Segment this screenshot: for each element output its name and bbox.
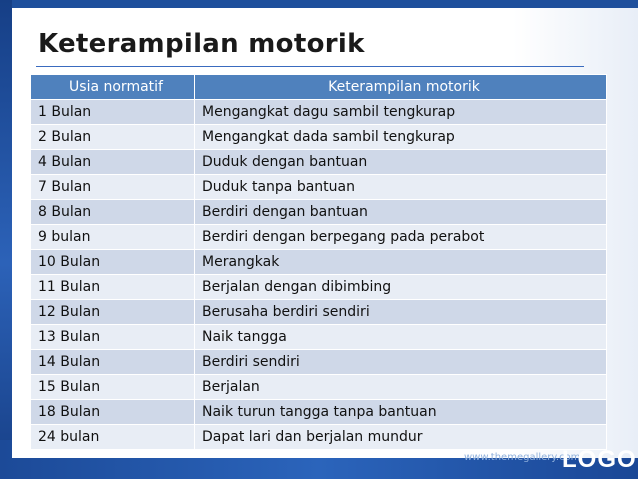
table-row bbox=[31, 250, 607, 275]
motor-skills-table bbox=[30, 74, 607, 450]
table-row bbox=[31, 325, 607, 350]
slide-left-stripe bbox=[0, 0, 12, 479]
table-row bbox=[31, 425, 607, 450]
cell-age: 10 Bulan bbox=[31, 250, 195, 275]
cell-skill: Naik tangga bbox=[195, 325, 607, 350]
cell-skill: Berjalan bbox=[195, 375, 607, 400]
table-row bbox=[31, 150, 607, 175]
cell-skill: Dapat lari dan berjalan mundur bbox=[195, 425, 607, 450]
cell-age: 13 Bulan bbox=[31, 325, 195, 350]
cell-age: 8 Bulan bbox=[31, 200, 195, 225]
table-row bbox=[31, 375, 607, 400]
table-row bbox=[31, 125, 607, 150]
cell-skill: Berdiri sendiri bbox=[195, 350, 607, 375]
title-underline bbox=[36, 66, 584, 67]
header-age: Usia normatif bbox=[31, 75, 195, 100]
cell-age: 18 Bulan bbox=[31, 400, 195, 425]
logo: LOGO bbox=[562, 448, 637, 468]
cell-age: 14 Bulan bbox=[31, 350, 195, 375]
cell-skill: Berusaha berdiri sendiri bbox=[195, 300, 607, 325]
cell-skill: Berjalan dengan dibimbing bbox=[195, 275, 607, 300]
cell-age: 24 bulan bbox=[31, 425, 195, 450]
table-row bbox=[31, 400, 607, 425]
cell-age: 12 Bulan bbox=[31, 300, 195, 325]
table-body bbox=[31, 100, 607, 450]
table-row bbox=[31, 225, 607, 250]
cell-age: 1 Bulan bbox=[31, 100, 195, 125]
table-row bbox=[31, 300, 607, 325]
cell-skill: Duduk dengan bantuan bbox=[195, 150, 607, 175]
cell-skill: Berdiri dengan berpegang pada perabot bbox=[195, 225, 607, 250]
table-header-row bbox=[31, 75, 607, 100]
cell-age: 7 Bulan bbox=[31, 175, 195, 200]
cell-age: 11 Bulan bbox=[31, 275, 195, 300]
table-row bbox=[31, 200, 607, 225]
cell-skill: Naik turun tangga tanpa bantuan bbox=[195, 400, 607, 425]
cell-age: 15 Bulan bbox=[31, 375, 195, 400]
cell-age: 9 bulan bbox=[31, 225, 195, 250]
table-row bbox=[31, 175, 607, 200]
table-row bbox=[31, 275, 607, 300]
cell-skill: Duduk tanpa bantuan bbox=[195, 175, 607, 200]
table-row bbox=[31, 100, 607, 125]
cell-skill: Berdiri dengan bantuan bbox=[195, 200, 607, 225]
cell-age: 4 Bulan bbox=[31, 150, 195, 175]
slide-title: Keterampilan motorik bbox=[38, 29, 365, 59]
cell-skill: Merangkak bbox=[195, 250, 607, 275]
cell-age: 2 Bulan bbox=[31, 125, 195, 150]
cell-skill: Mengangkat dada sambil tengkurap bbox=[195, 125, 607, 150]
cell-skill: Mengangkat dagu sambil tengkurap bbox=[195, 100, 607, 125]
table-row bbox=[31, 350, 607, 375]
header-skill: Keterampilan motorik bbox=[195, 75, 607, 100]
watermark-url: www.themegallery.com bbox=[464, 452, 581, 463]
